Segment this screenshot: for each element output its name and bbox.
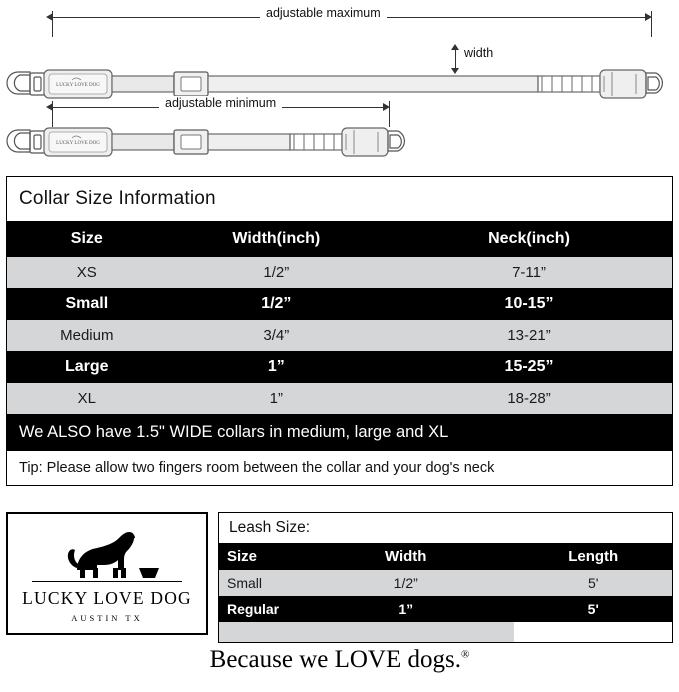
table-row [7, 288, 672, 320]
table-row [7, 320, 672, 351]
svg-text:LUCKY LOVE DOG: LUCKY LOVE DOG [56, 83, 100, 88]
leash-size-title: Leash Size: [219, 513, 672, 543]
collar-row-width: 1/2” [167, 257, 386, 288]
table-row [219, 596, 672, 622]
footer-tagline [0, 646, 679, 674]
leash-header-length: Length [514, 543, 672, 570]
logo-brand-text: LUCKY LOVE DOG [22, 588, 192, 608]
collar-illustration-minimum [0, 118, 679, 178]
collar-row-neck: 13-21” [386, 320, 672, 351]
brand-logo [6, 512, 208, 635]
leash-size-box [218, 512, 673, 643]
width-dimension-line [455, 49, 456, 69]
table-row [7, 383, 672, 414]
leash-row-size: Small [219, 570, 297, 596]
collar-row-neck: 10-15” [386, 288, 672, 320]
leash-row-width: 1” [297, 596, 514, 622]
table-row [219, 570, 672, 596]
max-tick-left [52, 11, 53, 37]
adjustable-maximum-label: adjustable maximum [260, 6, 387, 20]
table-row [219, 622, 672, 642]
bottom-section [6, 512, 673, 642]
fit-tip: Tip: Please allow two fingers room between the collar and your dog's neck [19, 460, 495, 476]
leash-header-size: Size [219, 543, 297, 570]
collar-size-table [7, 221, 672, 414]
logo-location-text: AUSTIN TX [71, 613, 143, 623]
registered-mark: ® [460, 648, 470, 661]
leash-row-width: 1/2” [297, 570, 514, 596]
collar-row-width: 1” [167, 383, 386, 414]
leash-table-header-row [219, 543, 672, 570]
collar-header-width: Width(inch) [167, 221, 386, 257]
table-row [7, 257, 672, 288]
collar-header-size: Size [7, 221, 167, 257]
width-arrow-up [451, 44, 459, 50]
collar-row-size: Small [7, 288, 167, 320]
svg-text:LUCKY LOVE DOG: LUCKY LOVE DOG [56, 141, 100, 146]
wide-collar-note: We ALSO have 1.5" WIDE collars in medium, large and XL [7, 414, 672, 451]
collar-row-size: XS [7, 257, 167, 288]
collar-row-neck: 15-25” [386, 351, 672, 383]
collar-row-size: XL [7, 383, 167, 414]
collar-row-neck: 18-28” [386, 383, 672, 414]
collar-row-neck: 7-11” [386, 257, 672, 288]
adjustable-minimum-label: adjustable minimum [159, 96, 282, 110]
footer-tagline-text: Because we LOVE dogs. [209, 646, 461, 673]
collar-diagram [0, 0, 679, 176]
width-arrow-down [451, 68, 459, 74]
leash-row-spacer-length [514, 622, 672, 642]
width-label: width [464, 46, 494, 60]
collar-header-neck: Neck(inch) [386, 221, 672, 257]
collar-size-box [6, 176, 673, 486]
collar-row-width: 1/2” [167, 288, 386, 320]
max-tick-right [651, 11, 652, 37]
leash-row-size: Regular [219, 596, 297, 622]
leash-row-spacer-width [297, 622, 514, 642]
leash-header-width: Width [297, 543, 514, 570]
leash-row-spacer-size [219, 622, 297, 642]
dog-icon [47, 524, 167, 582]
collar-row-size: Large [7, 351, 167, 383]
collar-row-width: 3/4” [167, 320, 386, 351]
table-row [7, 351, 672, 383]
collar-table-header-row [7, 221, 672, 257]
collar-row-size: Medium [7, 320, 167, 351]
leash-size-table [219, 543, 672, 642]
leash-row-length: 5' [514, 596, 672, 622]
leash-row-length: 5' [514, 570, 672, 596]
collar-illustration-maximum [0, 28, 679, 128]
collar-row-width: 1” [167, 351, 386, 383]
collar-size-title: Collar Size Information [19, 188, 216, 209]
